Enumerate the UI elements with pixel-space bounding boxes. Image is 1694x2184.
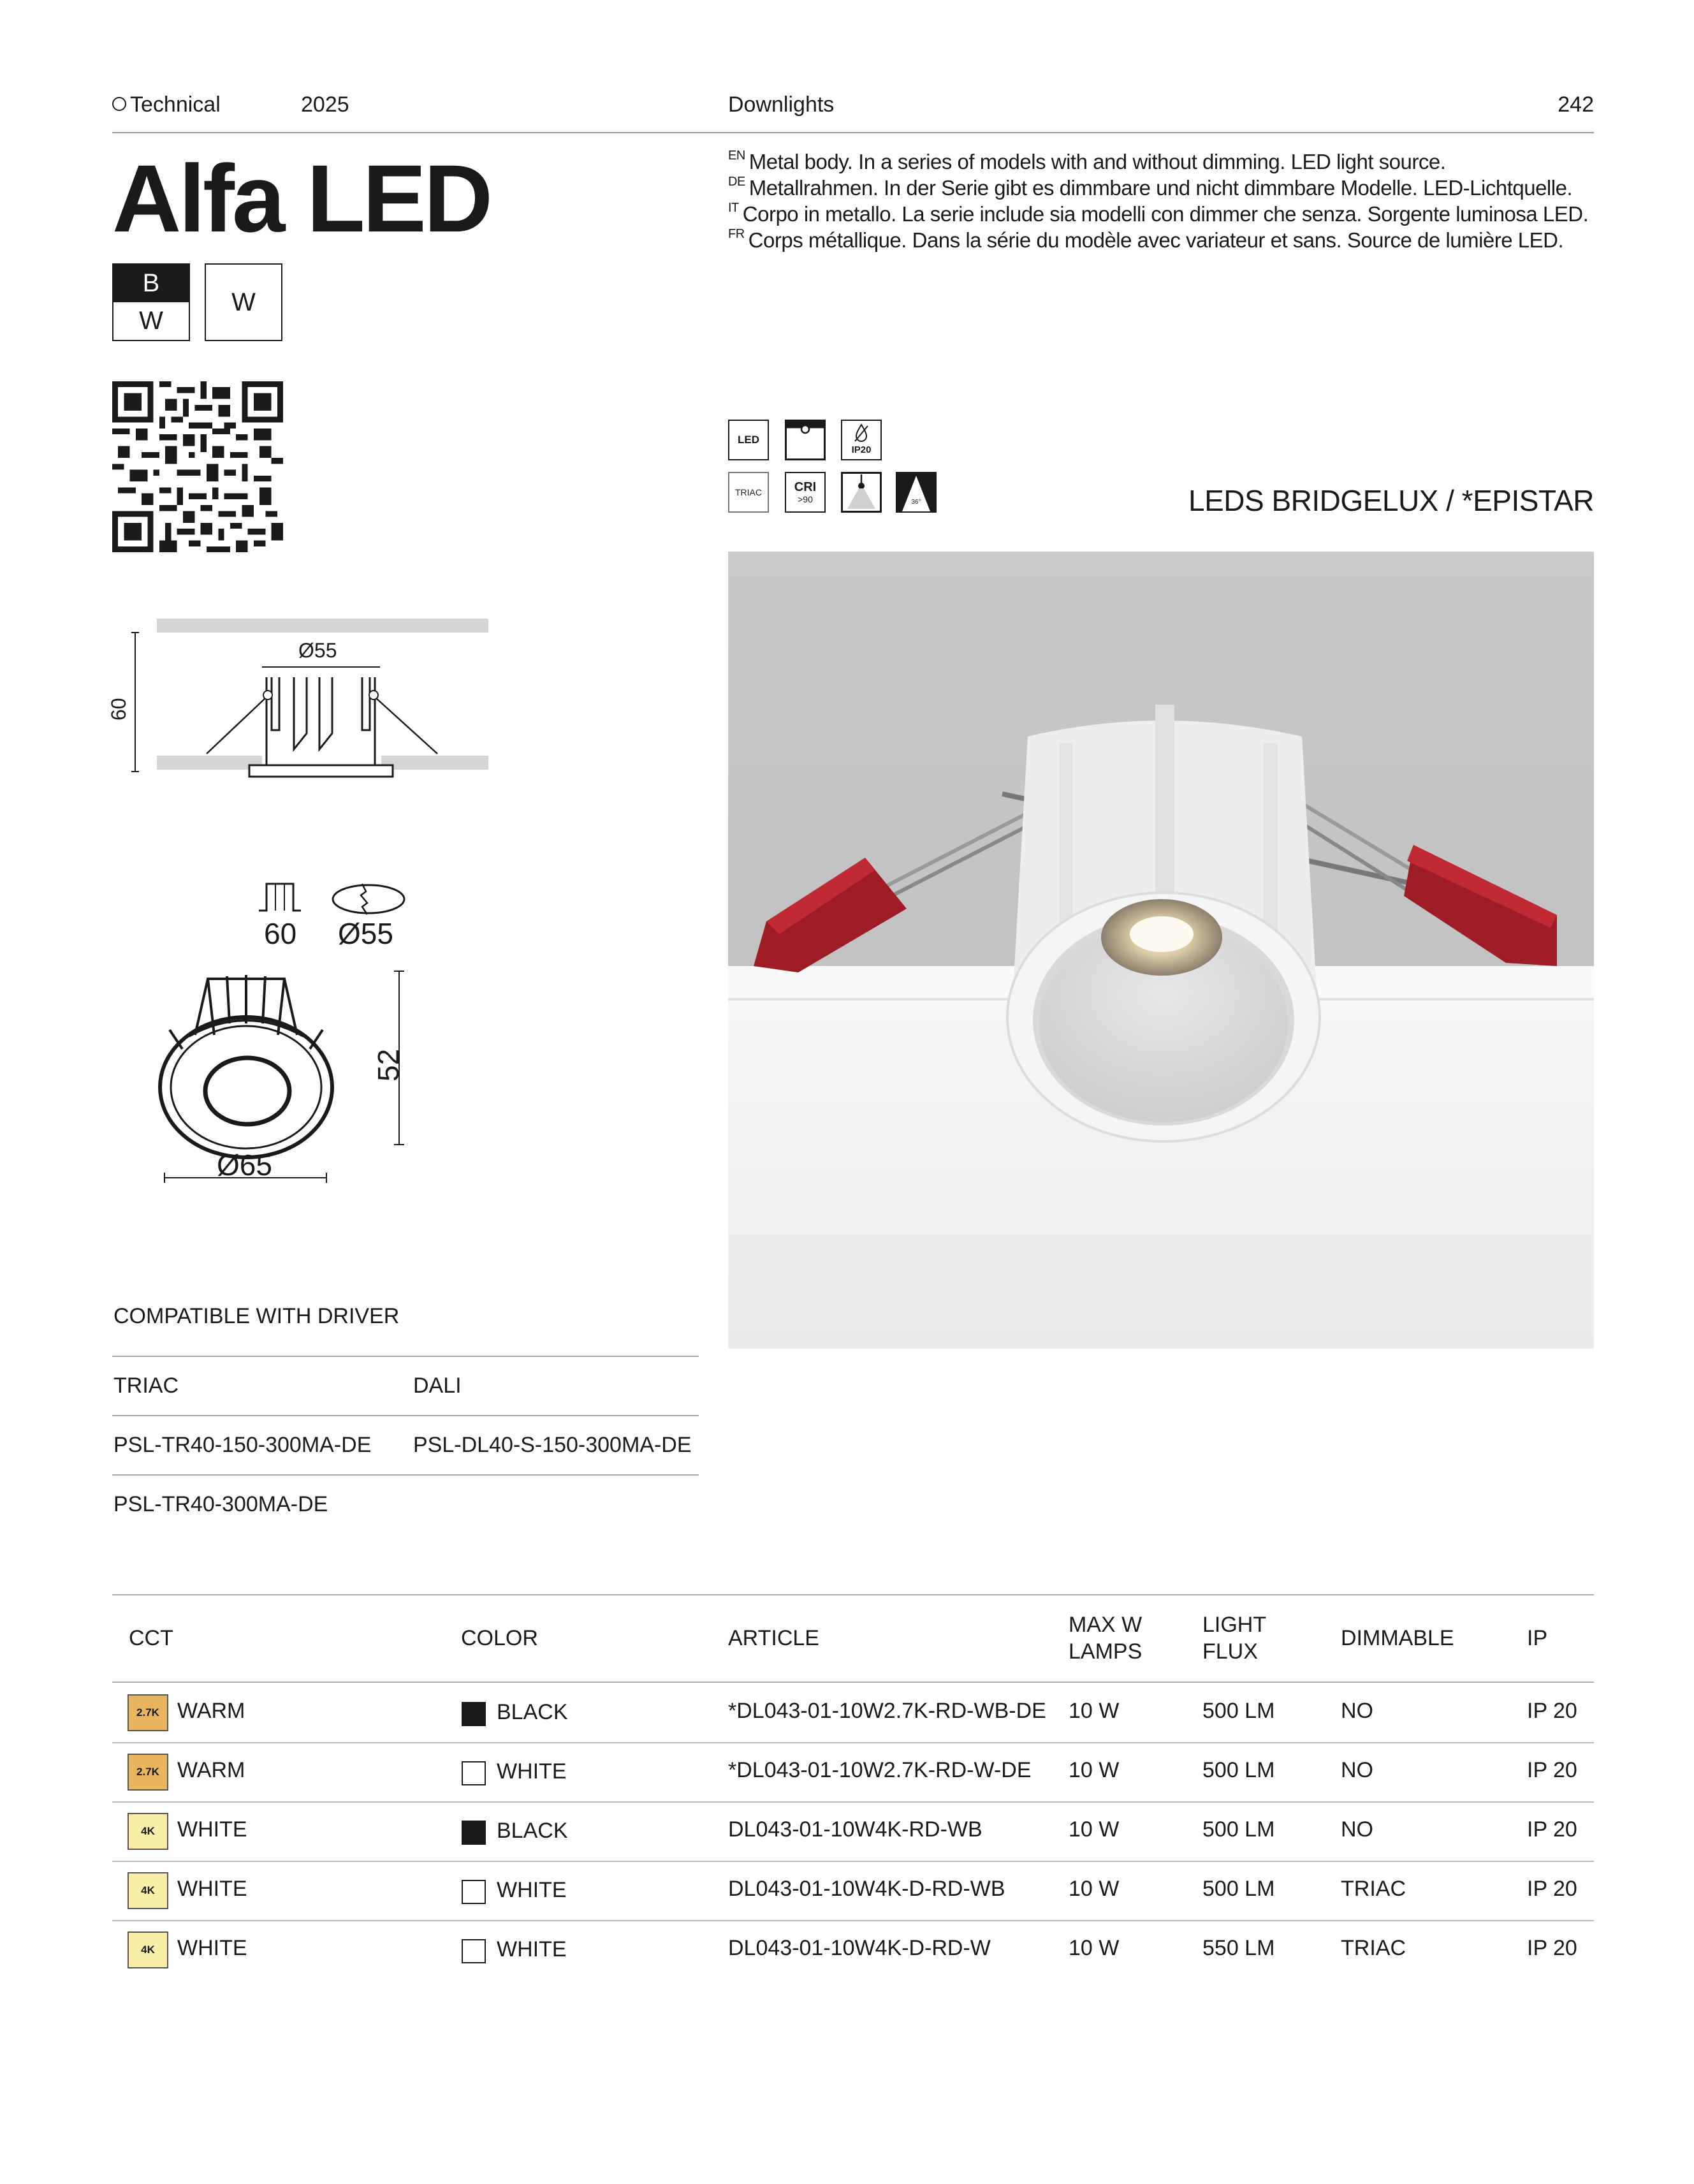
ip-rating: IP 20	[1527, 1876, 1577, 1901]
col-article: ARTICLE	[728, 1626, 819, 1650]
header-divider	[112, 132, 1594, 133]
page-number: 242	[1558, 92, 1594, 117]
side-height-label: 60	[107, 698, 130, 721]
cut-diameter-icon	[330, 881, 407, 917]
cri-icon	[785, 472, 826, 513]
col-max-w: MAX W LAMPS	[1069, 1613, 1143, 1664]
description-en: $^{EN}$ Metal body. In a series of models with and without dimming. LED light source.	[728, 149, 1446, 173]
col-color: COLOR	[461, 1626, 538, 1650]
ip20-icon	[841, 420, 882, 460]
dimmable: NO	[1341, 1698, 1373, 1723]
color-swatch	[462, 1821, 486, 1845]
cct-label: WHITE	[177, 1876, 247, 1901]
ip-rating: IP 20	[1527, 1817, 1577, 1842]
table-top-rule	[112, 1594, 1594, 1595]
description-it: $^{IT}$ Corpo in metallo. La serie include sia modelli con dimmer che senza. Sorgente luminosa LED.	[728, 201, 1589, 226]
color-label: WHITE	[497, 1759, 567, 1784]
category: Downlights	[728, 92, 835, 117]
row-divider	[112, 1861, 1594, 1862]
dimmable: NO	[1341, 1757, 1373, 1782]
cut-depth-icon	[258, 881, 302, 912]
color-label: WHITE	[497, 1877, 567, 1902]
color-swatch	[462, 1939, 486, 1963]
max-watt: 10 W	[1069, 1876, 1120, 1901]
article-code: *DL043-01-10W2.7K-RD-WB-DE	[728, 1698, 1046, 1723]
article-code: DL043-01-10W4K-D-RD-WB	[728, 1876, 1005, 1901]
color-option-white-label: W	[139, 307, 163, 335]
dimmable: NO	[1341, 1817, 1373, 1842]
col-dimmable: DIMMABLE	[1341, 1626, 1454, 1650]
light-flux: 500 LM	[1202, 1698, 1275, 1723]
cri-label: CRI	[794, 480, 817, 494]
cct-badge: 4K	[128, 1813, 168, 1850]
cct-label: WARM	[177, 1757, 245, 1782]
qr-code	[112, 381, 283, 552]
beam-angle-icon	[896, 472, 937, 513]
row-divider	[112, 1801, 1594, 1803]
height-label: 52	[372, 1048, 405, 1081]
color-swatch	[462, 1761, 486, 1785]
col-light-flux: LIGHT FLUX	[1202, 1613, 1267, 1664]
color-swatch	[462, 1880, 486, 1904]
drop-icon	[842, 421, 880, 445]
driver-triac-1: PSL-TR40-150-300MA-DE	[113, 1433, 372, 1457]
cct-badge: 4K	[128, 1872, 168, 1909]
product-photo	[728, 552, 1594, 1349]
driver-col-triac: TRIAC	[113, 1374, 179, 1398]
table-header-rule	[112, 1682, 1594, 1683]
beam-angle-label: 36°	[911, 499, 921, 506]
cct-label: WHITE	[177, 1817, 247, 1842]
led-icon: LED	[728, 420, 769, 460]
dimmable: TRIAC	[1341, 1876, 1406, 1901]
cct-label: WARM	[177, 1698, 245, 1723]
dimmable: TRIAC	[1341, 1935, 1406, 1960]
light-flux: 500 LM	[1202, 1876, 1275, 1901]
color-swatch	[462, 1702, 486, 1726]
leds-label: LEDS BRIDGELUX / *EPISTAR	[1188, 484, 1594, 517]
year: 2025	[301, 92, 349, 117]
max-watt: 10 W	[1069, 1757, 1120, 1782]
col-ip: IP	[1527, 1626, 1548, 1650]
description-fr: $^{FR}$ Corps métallique. Dans la série du modèle avec variateur et sans. Source de lumière LED.	[728, 227, 1564, 252]
driver-divider-1	[112, 1356, 699, 1357]
max-watt: 10 W	[1069, 1817, 1120, 1842]
light-flux: 500 LM	[1202, 1757, 1275, 1782]
cct-badge: 2.7K	[128, 1754, 168, 1791]
row-divider	[112, 1742, 1594, 1743]
color-option-bw	[112, 263, 190, 341]
driver-heading: COMPATIBLE WITH DRIVER	[113, 1304, 400, 1328]
color-label: WHITE	[497, 1937, 567, 1961]
cut-depth-label: 60	[264, 917, 297, 950]
driver-col-dali: DALI	[413, 1374, 462, 1398]
light-flux: 550 LM	[1202, 1935, 1275, 1960]
cut-diameter-label: Ø55	[338, 917, 393, 950]
product-title: Alfa LED	[112, 145, 491, 252]
color-option-black-label: B	[113, 265, 189, 302]
driver-divider-2	[112, 1415, 699, 1416]
max-watt: 10 W	[1069, 1935, 1120, 1960]
article-code: DL043-01-10W4K-RD-WB	[728, 1817, 982, 1842]
triac-icon: TRIAC	[728, 472, 769, 513]
color-option-w: W	[205, 263, 282, 341]
light-flux: 500 LM	[1202, 1817, 1275, 1842]
driver-triac-2: PSL-TR40-300MA-DE	[113, 1492, 328, 1516]
ip-rating-label: IP20	[851, 444, 872, 455]
cct-label: WHITE	[177, 1935, 247, 1960]
cct-badge: 2.7K	[128, 1694, 168, 1731]
side-diameter-label: Ø55	[298, 639, 337, 662]
beam-cone-icon	[897, 473, 935, 511]
cct-badge: 4K	[128, 1931, 168, 1968]
color-label: BLACK	[497, 1818, 568, 1843]
recessed-mount-icon	[785, 420, 826, 460]
ip-rating: IP 20	[1527, 1698, 1577, 1723]
max-watt: 10 W	[1069, 1698, 1120, 1723]
article-code: DL043-01-10W4K-D-RD-W	[728, 1935, 991, 1960]
section-label: Technical	[112, 92, 221, 117]
driver-dali-1: PSL-DL40-S-150-300MA-DE	[413, 1433, 692, 1457]
outer-diameter-label: Ø65	[217, 1148, 272, 1182]
row-divider	[112, 1920, 1594, 1921]
description-de: $^{DE}$ Metallrahmen. In der Serie gibt es dimmbare und nicht dimmbare Modelle. LED-Lichtquelle.	[728, 175, 1573, 200]
driver-divider-3	[112, 1474, 699, 1476]
cri-value: >90	[798, 494, 813, 504]
ip-rating: IP 20	[1527, 1935, 1577, 1960]
circle-icon	[112, 97, 126, 111]
ip-rating: IP 20	[1527, 1757, 1577, 1782]
article-code: *DL043-01-10W2.7K-RD-W-DE	[728, 1757, 1032, 1782]
color-label: BLACK	[497, 1699, 568, 1724]
light-direction-icon	[841, 472, 882, 513]
col-cct: CCT	[129, 1626, 173, 1650]
